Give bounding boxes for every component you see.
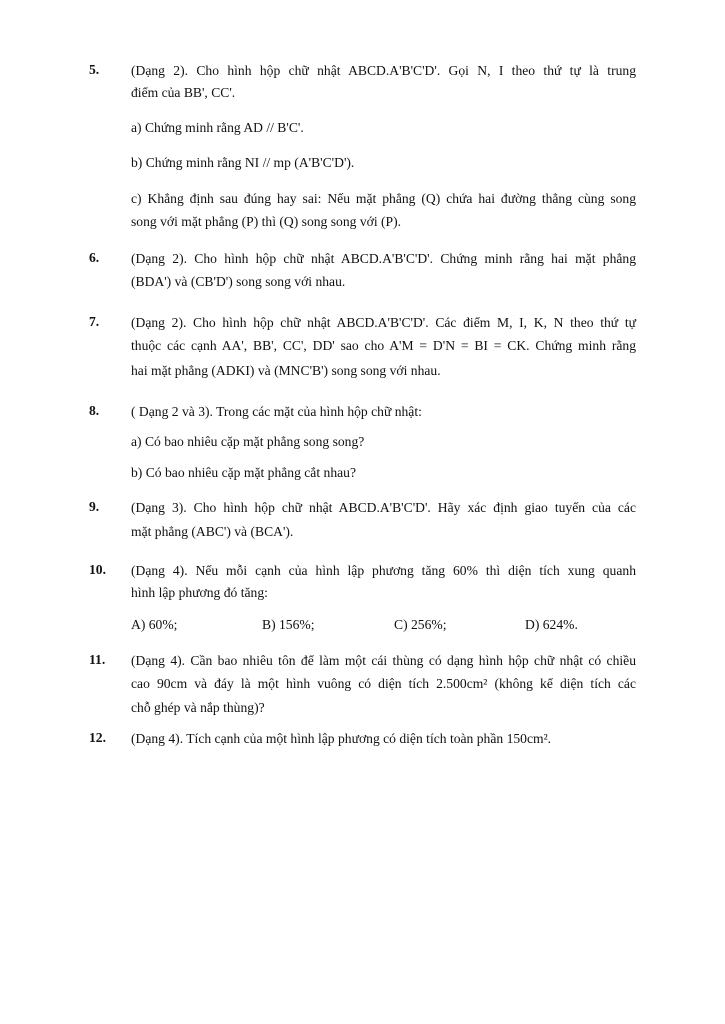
problem-line: mặt phẳng (ABC') và (BCA').: [131, 524, 294, 539]
problem-line: (Dạng 2). Cho hình hộp chữ nhật ABCD.A'B'C'D'. Gọi N, I theo thứ tự là trung: [131, 63, 636, 78]
problem-line: song với mặt phẳng (P) thì (Q) song song với (P).: [131, 214, 402, 229]
part-a: a) Có bao nhiêu cặp mặt phẳng song song?: [131, 434, 365, 449]
problem-line: (Dạng 2). Cho hình hộp chữ nhật ABCD.A'B'C'D'. Chứng minh rằng hai mặt phẳng: [131, 251, 636, 266]
option-a: A) 60%;: [131, 617, 178, 632]
problem-number: 5.: [89, 62, 100, 77]
problem-number: 7.: [89, 314, 100, 329]
problem-number: 9.: [89, 499, 100, 514]
problem-line: (Dạng 4). Nếu mỗi cạnh của hình lập phương tăng 60% thì diện tích xung quanh: [131, 563, 636, 578]
problem-line: điểm của BB', CC'.: [131, 85, 236, 100]
part-b: b) Có bao nhiêu cặp mặt phẳng cắt nhau?: [131, 465, 356, 480]
problem-line: (Dạng 4). Cần bao nhiêu tôn để làm một cái thùng có dạng hình hộp chữ nhật có chiều: [131, 653, 636, 668]
option-c: C) 256%;: [394, 617, 447, 632]
problem-line: thuộc các cạnh AA', BB', CC', DD' sao cho A'M = D'N = BI = CK. Chứng minh rằng: [131, 338, 636, 353]
problem-number: 12.: [89, 730, 106, 745]
problem-line: (Dạng 4). Tích cạnh của một hình lập phương có diện tích toàn phần 150cm².: [131, 731, 552, 746]
problem-line: (Dạng 2). Cho hình hộp chữ nhật ABCD.A'B'C'D'. Các điểm M, I, K, N theo thứ tự: [131, 315, 636, 330]
part-a: a) Chứng minh rằng AD // B'C'.: [131, 120, 304, 135]
problem-number: 8.: [89, 403, 100, 418]
problem-number: 6.: [89, 250, 100, 265]
problem-line: (Dạng 3). Cho hình hộp chữ nhật ABCD.A'B'C'D'. Hãy xác định giao tuyến của các: [131, 500, 636, 515]
problem-number: 10.: [89, 562, 106, 577]
problem-line: hình lập phương đó tăng:: [131, 585, 268, 600]
problem-line: chỗ ghép và nắp thùng)?: [131, 700, 265, 715]
part-b: b) Chứng minh rằng NI // mp (A'B'C'D').: [131, 155, 355, 170]
option-d: D) 624%.: [525, 617, 578, 632]
problem-line: hai mặt phẳng (ADKI) và (MNC'B') song song với nhau.: [131, 363, 441, 378]
part-c: c) Khẳng định sau đúng hay sai: Nếu mặt phẳng (Q) chứa hai đường thẳng cùng song: [131, 191, 636, 206]
problem-number: 11.: [89, 652, 106, 667]
problem-line: cao 90cm và đáy là một hình vuông có diện tích 2.500cm² (không kể diện tích các: [131, 676, 636, 691]
problem-line: ( Dạng 2 và 3). Trong các mặt của hình hộp chữ nhật:: [131, 404, 422, 419]
problem-line: (BDA') và (CB'D') song song với nhau.: [131, 274, 346, 289]
option-b: B) 156%;: [262, 617, 315, 632]
